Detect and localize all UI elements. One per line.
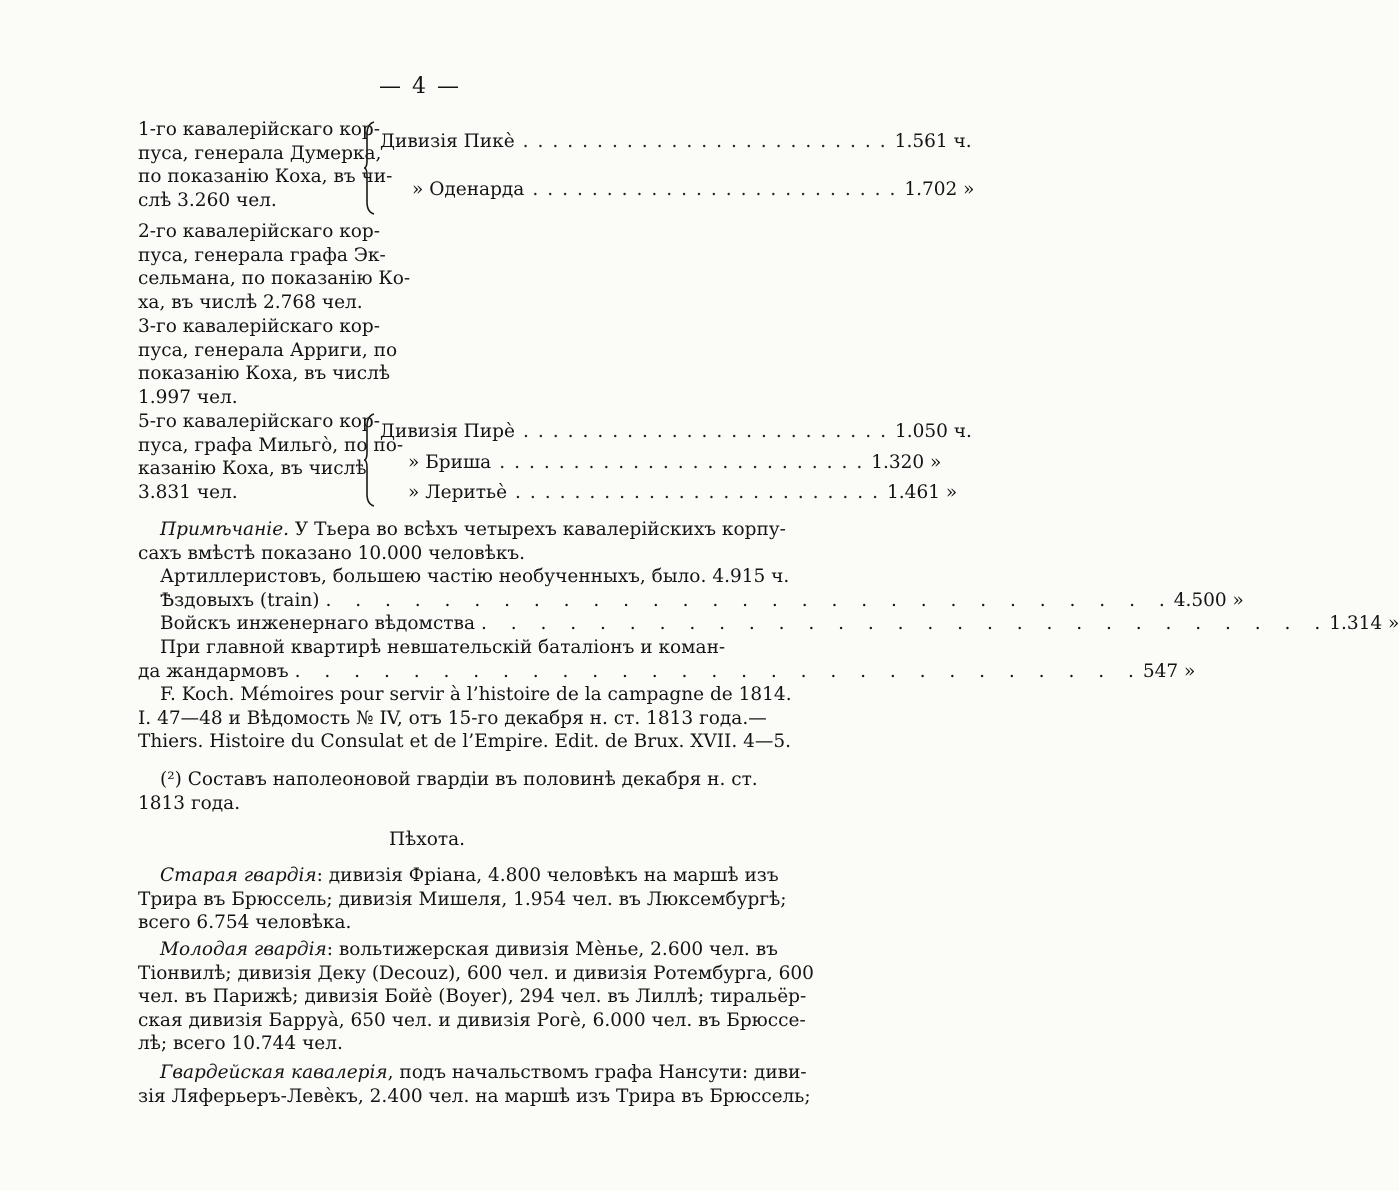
hq-row	[138, 660, 1196, 684]
paragraph-label: Молодая гвардія	[160, 939, 327, 960]
leader-dots: .........................	[522, 421, 895, 442]
corps-5-line: 5-го кавалерійскаго кор-	[138, 411, 381, 432]
paragraph-guard-cavalry	[138, 1061, 811, 1108]
paragraph-label: Старая гвардія	[160, 865, 317, 886]
corps-5-line: пуса, графа Мильгὸ, по по-	[138, 434, 404, 456]
corps-1-description	[138, 118, 393, 212]
corps-3-line: показанію Коха, въ числѣ	[138, 363, 390, 385]
item-value: 4.500 »	[1173, 589, 1244, 611]
corps-2-line: сельмана, по показанію Ко-	[138, 268, 411, 290]
paragraph-line: Старая гвардія: дивизія Фріана, 4.800 человѣкъ на маршѣ изъ	[160, 865, 779, 886]
division-value: 1.561 ч.	[894, 131, 972, 152]
leader-dots: . . . . . . . . . . . . . . . . . . . . . . . . . . . . .	[294, 660, 1143, 682]
paragraph-line: Гвардейская кавалерія, подъ начальствомъ графа Нансути: диви-	[160, 1062, 807, 1083]
corps-1-line: 1-го кавалерійскаго кор-	[138, 119, 381, 140]
note-label: Примѣчаніе.	[160, 519, 290, 540]
division-value: 1.320 »	[871, 452, 942, 473]
paragraph-line: чел. въ Парижѣ; дивизія Бойѐ (Boyer), 294 чел. въ Лиллѣ; тиральёр-	[138, 986, 807, 1008]
paragraph-line: Трира въ Брюссель; дивизія Мишеля, 1.954 чел. въ Люксембургѣ;	[138, 888, 787, 910]
source-line: F. Koch. Mémoires pour servir à l’histoire de la campagne de 1814.	[160, 684, 792, 706]
division-name: Дивизія Пирѐ	[380, 421, 515, 442]
note-line	[138, 518, 786, 542]
division-name: » Леритьѐ	[408, 482, 508, 503]
corps-2-description	[138, 220, 411, 314]
brace-corps-1	[364, 120, 378, 216]
paragraph-line: лѣ; всего 10.744 чел.	[138, 1033, 343, 1055]
paragraph-young-guard	[138, 938, 814, 1056]
source-line: Thiers. Histoire du Consulat et de l’Empire. Edit. de Brux. XVII. 4—5.	[138, 731, 792, 753]
paragraph-label: Гвардейская кавалерія	[160, 1062, 388, 1083]
corps-5-line: 3.831 чел.	[138, 481, 238, 503]
footnote	[138, 768, 758, 815]
leader-dots: .........................	[522, 131, 895, 152]
corps-5-line: казанію Коха, въ числѣ	[138, 458, 367, 480]
footnote-line: (²) Составъ наполеоновой гвардіи въ половинѣ декабря н. ст.	[160, 769, 758, 790]
item-name: Ѣздовыхъ (train)	[160, 589, 320, 611]
item-row	[138, 612, 1399, 636]
note-text: У Тьера во всѣхъ четырехъ кавалерійскихъ корпу-	[294, 519, 786, 540]
item-name: Войскъ инженернаго вѣдомства	[160, 613, 475, 635]
division-name: » Оденарда	[412, 179, 525, 200]
corps-3-description	[138, 315, 398, 409]
division-name: Дивизія Пикѐ	[380, 131, 515, 152]
paragraph-line: Молодая гвардія: вольтижерская дивизія Мѐнье, 2.600 чел. въ	[160, 939, 778, 960]
division-value: 1.050 ч.	[894, 421, 972, 442]
footnote-line: 1813 года.	[138, 792, 241, 814]
corps-1-line: пуса, генерала Думерка,	[138, 142, 382, 164]
corps-3-line: пуса, генерала Арриги, по	[138, 339, 398, 361]
item-value: 4.915 ч.	[712, 566, 790, 588]
corps-2-line: ха, въ числѣ 2.768 чел.	[138, 291, 363, 313]
division-value: 1.461 »	[887, 482, 958, 503]
division-value: 1.702 »	[904, 179, 975, 200]
item-row	[138, 589, 1244, 613]
brace-corps-5	[364, 412, 378, 508]
division-row	[408, 481, 958, 505]
item-name: Артиллеристовъ, большею частію необученныхъ, было.	[160, 566, 707, 588]
leader-dots: .........................	[499, 452, 872, 473]
corps-1-line: слѣ 3.260 чел.	[138, 189, 277, 211]
paragraph-line: ская дивизія Барруà, 650 чел. и дивизія Рогѐ, 6.000 чел. въ Брюссе-	[138, 1009, 806, 1031]
leader-dots: . . . . . . . . . . . . . . . . . . . . . . . . . . . . .	[325, 589, 1174, 611]
division-row	[412, 178, 975, 202]
item-row	[138, 565, 790, 589]
paragraph-line: всего 6.754 человѣка.	[138, 912, 352, 934]
paragraph-line: зія Ляферьеръ-Левѐкъ, 2.400 чел. на маршѣ изъ Трира въ Брюссель;	[138, 1085, 811, 1107]
division-row	[408, 451, 942, 475]
division-name: » Бриша	[408, 452, 492, 473]
corps-2-line: 2-го кавалерійскаго кор-	[138, 221, 381, 242]
source-line: I. 47—48 и Вѣдомость № IV, отъ 15-го декабря н. ст. 1813 года.—	[138, 707, 767, 729]
leader-dots: .........................	[532, 179, 905, 200]
leader-dots: .........................	[515, 482, 888, 503]
corps-1-line: по показанію Коха, въ чи-	[138, 166, 393, 188]
division-row	[380, 420, 972, 444]
page-number: — 4 —	[379, 74, 461, 99]
hq-name: да жандармовъ	[138, 660, 289, 682]
hq-value: 547 »	[1142, 660, 1196, 682]
division-row	[380, 130, 972, 154]
corps-2-line: пуса, генерала графа Эк-	[138, 244, 386, 266]
section-heading: Пѣхота.	[388, 829, 465, 850]
leader-dots: . . . . . . . . . . . . . . . . . . . . . . . . . . . . .	[481, 613, 1330, 635]
paragraph-old-guard	[138, 864, 787, 935]
item-value: 1.314 »	[1329, 613, 1399, 635]
hq-line: При главной квартирѣ невшательскій баталіонъ и коман-	[160, 636, 726, 658]
corps-3-line: 3-го кавалерійскаго кор-	[138, 316, 381, 337]
corps-3-line: 1.997 чел.	[138, 386, 238, 408]
note-block	[138, 518, 1399, 754]
corps-5-description	[138, 410, 404, 504]
paragraph-line: Тіонвилѣ; дивизія Деку (Decouz), 600 чел. и дивизія Ротембурга, 600	[138, 962, 814, 984]
note-line: сахъ вмѣстѣ показано 10.000 человѣкъ.	[138, 542, 526, 564]
